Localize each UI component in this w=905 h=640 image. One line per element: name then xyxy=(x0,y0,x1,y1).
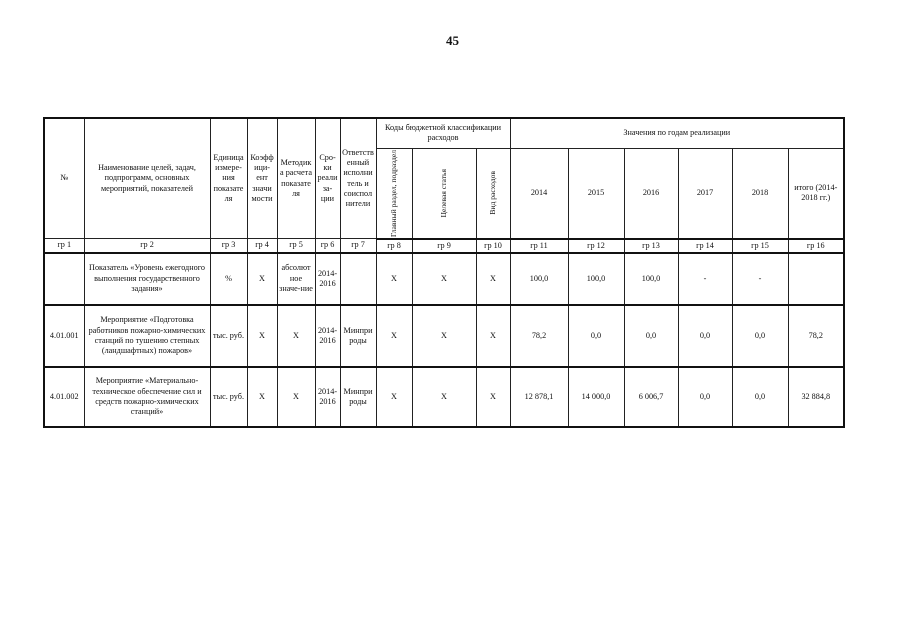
table-row xyxy=(44,305,844,367)
row-value-2017: 0,0 xyxy=(678,367,732,427)
column-number: гр 12 xyxy=(568,239,624,253)
row-responsible: Минпри роды xyxy=(340,367,376,427)
header-year-2017: 2017 xyxy=(678,148,732,239)
row-num: 4.01.001 xyxy=(44,305,84,367)
header-row-1 xyxy=(44,118,844,148)
row-code-kind: Х xyxy=(476,253,510,305)
row-responsible: Минпри роды xyxy=(340,305,376,367)
row-code-section: Х xyxy=(376,253,412,305)
row-code-article: Х xyxy=(412,305,476,367)
row-method: абсолют ное значе-ние xyxy=(277,253,315,305)
row-value-2014: 100,0 xyxy=(510,253,568,305)
row-total: 78,2 xyxy=(788,305,844,367)
row-total: 32 884,8 xyxy=(788,367,844,427)
row-unit: тыс. руб. xyxy=(210,305,247,367)
header-code-kind xyxy=(476,148,510,239)
column-number: гр 11 xyxy=(510,239,568,253)
column-number: гр 16 xyxy=(788,239,844,253)
row-value-2017: - xyxy=(678,253,732,305)
header-year-2016: 2016 xyxy=(624,148,678,239)
row-name: Показатель «Уровень ежегодного выполнения государственного задания» xyxy=(84,253,210,305)
header-code-article-text: Целевая статья xyxy=(439,168,449,218)
row-coef: Х xyxy=(247,367,277,427)
column-number: гр 2 xyxy=(84,239,210,253)
header-code-section xyxy=(376,148,412,239)
column-number: гр 3 xyxy=(210,239,247,253)
column-number: гр 13 xyxy=(624,239,678,253)
row-value-2014: 12 878,1 xyxy=(510,367,568,427)
column-number: гр 5 xyxy=(277,239,315,253)
row-term: 2014-2016 xyxy=(315,253,340,305)
row-term: 2014-2016 xyxy=(315,367,340,427)
row-value-2016: 100,0 xyxy=(624,253,678,305)
budget-table xyxy=(43,117,845,428)
header-responsible: Ответств енный исполни тель и соиспол нители xyxy=(340,118,376,239)
row-unit: % xyxy=(210,253,247,305)
header-unit: Единица измере-ния показате ля xyxy=(210,118,247,239)
row-name: Мероприятие «Материально-техническое обеспечение сил и средств пожарно-химических станций» xyxy=(84,367,210,427)
row-value-2018: - xyxy=(732,253,788,305)
row-value-2018: 0,0 xyxy=(732,367,788,427)
table-row xyxy=(44,253,844,305)
header-year-2014: 2014 xyxy=(510,148,568,239)
header-year-2015: 2015 xyxy=(568,148,624,239)
row-coef: Х xyxy=(247,305,277,367)
header-method: Методик а расчета показате ля xyxy=(277,118,315,239)
row-value-2017: 0,0 xyxy=(678,305,732,367)
row-code-article: Х xyxy=(412,367,476,427)
header-budget-codes: Коды бюджетной классификации расходов xyxy=(376,118,510,148)
header-code-kind-text: Вид расходов xyxy=(488,171,498,215)
column-number: гр 15 xyxy=(732,239,788,253)
row-coef: Х xyxy=(247,253,277,305)
column-number: гр 10 xyxy=(476,239,510,253)
header-code-article xyxy=(412,148,476,239)
row-code-article: Х xyxy=(412,253,476,305)
row-responsible xyxy=(340,253,376,305)
header-coef: Коэфф ици-ент значи мости xyxy=(247,118,277,239)
column-number: гр 7 xyxy=(340,239,376,253)
column-number: гр 8 xyxy=(376,239,412,253)
column-number: гр 1 xyxy=(44,239,84,253)
column-number: гр 14 xyxy=(678,239,732,253)
row-name: Мероприятие «Подготовка работников пожарно-химических станций по тушению степных (ландшафтных) пожаров» xyxy=(84,305,210,367)
column-number: гр 9 xyxy=(412,239,476,253)
row-code-kind: Х xyxy=(476,367,510,427)
row-method: Х xyxy=(277,367,315,427)
column-number: гр 6 xyxy=(315,239,340,253)
page-number: 45 xyxy=(446,33,459,48)
header-name: Наименование целей, задач, подпрограмм, основных мероприятий, показателей xyxy=(84,118,210,239)
table-row xyxy=(44,367,844,427)
row-num xyxy=(44,253,84,305)
row-code-kind: Х xyxy=(476,305,510,367)
row-value-2015: 0,0 xyxy=(568,305,624,367)
row-unit: тыс. руб. xyxy=(210,367,247,427)
row-value-2016: 0,0 xyxy=(624,305,678,367)
header-year-2018: 2018 xyxy=(732,148,788,239)
header-values-by-year: Значения по годам реализации xyxy=(510,118,844,148)
row-num: 4.01.002 xyxy=(44,367,84,427)
column-number-row xyxy=(44,239,844,253)
header-code-section-text: Главный раздел, подраздел xyxy=(389,149,399,237)
row-value-2018: 0,0 xyxy=(732,305,788,367)
row-total xyxy=(788,253,844,305)
header-num: № xyxy=(44,118,84,239)
row-code-section: Х xyxy=(376,305,412,367)
row-value-2014: 78,2 xyxy=(510,305,568,367)
row-method: Х xyxy=(277,305,315,367)
column-number: гр 4 xyxy=(247,239,277,253)
row-value-2015: 100,0 xyxy=(568,253,624,305)
row-value-2015: 14 000,0 xyxy=(568,367,624,427)
header-total: итого (2014-2018 гг.) xyxy=(788,148,844,239)
header-term: Сро-ки реали за-ции xyxy=(315,118,340,239)
row-code-section: Х xyxy=(376,367,412,427)
row-term: 2014-2016 xyxy=(315,305,340,367)
row-value-2016: 6 006,7 xyxy=(624,367,678,427)
